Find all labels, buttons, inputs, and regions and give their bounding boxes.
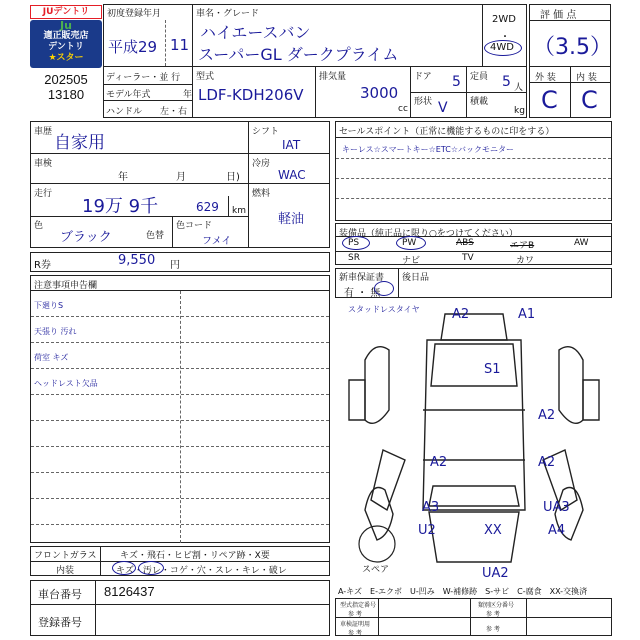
logo-line4: ★スター bbox=[48, 53, 84, 63]
equip-sr: SR bbox=[348, 253, 360, 263]
score-value: （3.5） bbox=[533, 35, 612, 60]
recycle-label: R券 bbox=[34, 260, 51, 271]
use-value: 自家用 bbox=[54, 133, 105, 153]
note-item-3: 荷室 キズ bbox=[34, 353, 69, 362]
exterior-label: 外 装 bbox=[535, 73, 556, 83]
reg-cert-ref: 参 考 bbox=[348, 630, 362, 637]
type-value: LDF-KDH206V bbox=[198, 86, 304, 104]
damage-mark-rear-quarter: U2 bbox=[418, 523, 436, 538]
damage-mark-rear-bumper: UA2 bbox=[482, 566, 509, 581]
ac-value: WAC bbox=[278, 168, 306, 182]
class-label: 類別区分番号 bbox=[478, 602, 515, 609]
mileage-label: 走行 bbox=[34, 189, 53, 199]
shape-value: V bbox=[438, 100, 448, 116]
damage-mark-roof: S1 bbox=[484, 362, 501, 377]
damage-mark-front-left: A2 bbox=[452, 307, 470, 322]
capacity-label: 定員 bbox=[470, 72, 489, 82]
warranty-none-circle bbox=[374, 281, 394, 296]
notes-label: 注意事項申告欄 bbox=[34, 281, 98, 291]
car-name-label: 車名・グレード bbox=[196, 9, 260, 19]
lot-number-sub: 13180 bbox=[47, 87, 85, 102]
equip-tv: TV bbox=[462, 253, 474, 263]
drive-2wd: 2WD bbox=[492, 14, 516, 25]
first-reg-month: 11 bbox=[170, 36, 190, 54]
mileage-small: 629 bbox=[196, 200, 219, 214]
reg-cert-label: 車検証明用 bbox=[340, 621, 371, 628]
door-value: 5 bbox=[452, 74, 461, 90]
damage-mark-rear-bumper-corner: A4 bbox=[548, 523, 566, 538]
cc-unit: cc bbox=[398, 104, 408, 114]
spare-label: スペア bbox=[362, 565, 390, 575]
logo-line1: Ju bbox=[60, 19, 72, 32]
recycle-unit: 円 bbox=[170, 260, 180, 271]
recycle-box bbox=[30, 252, 330, 272]
use-label: 車歴 bbox=[34, 127, 53, 137]
damage-mark-right-side-upper: A2 bbox=[538, 408, 556, 423]
sales-points-line1: キーレス☆スマートキー☆ETC☆バックモニター bbox=[342, 145, 515, 154]
damage-mark-rear-right: UA3 bbox=[543, 500, 570, 515]
model-spec-label: 型式指定番号 bbox=[340, 602, 377, 609]
car-name: ハイエースバン bbox=[200, 23, 311, 42]
damage-mark-left-side: A2 bbox=[430, 455, 448, 470]
equip-navi: ナビ bbox=[402, 256, 421, 266]
interior-score: C bbox=[581, 86, 598, 114]
model-spec-ref: 参 考 bbox=[348, 611, 362, 618]
tire-note: スタッドレスタイヤ bbox=[348, 305, 420, 314]
registration-label: 登録番号 bbox=[38, 616, 82, 629]
first-reg-era: 平成29 bbox=[108, 38, 158, 56]
type-label: 型式 bbox=[196, 72, 215, 82]
inspection-day: 日) bbox=[226, 172, 240, 183]
class-cert-ref: 参 考 bbox=[486, 626, 500, 633]
displacement-label: 排気量 bbox=[319, 72, 347, 82]
sales-points-label: セールスポイント（正常に機能するものに印をする） bbox=[339, 127, 555, 137]
logo bbox=[30, 5, 102, 69]
logo-line3: デントリ bbox=[48, 42, 84, 52]
recycle-value: 9,550 bbox=[118, 253, 156, 268]
score-label: 評 価 点 bbox=[540, 10, 577, 21]
displacement-value: 3000 bbox=[360, 84, 399, 102]
dealer-label: ディーラー・並 行 bbox=[106, 73, 181, 83]
front-glass-label: フロントガラス bbox=[34, 551, 97, 561]
shape-label: 形状 bbox=[414, 97, 433, 107]
damage-legend: A-キズ E-エクボ U-凹み W-補修跡 S-サビ C-腐食 XX-交換済 bbox=[338, 587, 588, 596]
drive-4wd: 4WD bbox=[490, 42, 514, 53]
logo-badge bbox=[30, 20, 102, 68]
class-ref: 参 考 bbox=[486, 611, 500, 618]
handle-value: 左・右 bbox=[160, 107, 188, 117]
model-year-unit: 年 bbox=[183, 90, 193, 100]
equip-pw: PW bbox=[402, 238, 417, 248]
front-glass-value: キズ・飛石・ヒビ割・リペア跡・X要 bbox=[120, 551, 270, 561]
equip-abs: ABS bbox=[456, 238, 474, 248]
logo-brand: JUデントリ bbox=[30, 5, 102, 19]
chassis-value: 8126437 bbox=[104, 584, 155, 599]
chassis-label: 車台番号 bbox=[38, 588, 82, 601]
delivery-label: 後日品 bbox=[402, 273, 430, 283]
interior-label: 内 装 bbox=[576, 73, 597, 83]
damage-mark-rear-left: A3 bbox=[422, 500, 440, 515]
note-item-4: ヘッドレスト欠品 bbox=[34, 379, 98, 388]
color-code-value: フメイ bbox=[202, 236, 232, 247]
warranty-label: 新車保証書 bbox=[339, 273, 385, 283]
inspection-label: 車検 bbox=[34, 159, 53, 169]
damage-mark-right-side-lower: A2 bbox=[538, 455, 556, 470]
interior-row-label: 内装 bbox=[56, 566, 75, 576]
mileage-unit: km bbox=[232, 206, 246, 216]
fuel-label: 燃料 bbox=[252, 189, 271, 199]
color-swap-label: 色替 bbox=[146, 231, 165, 241]
damage-mark-front-right: A1 bbox=[518, 307, 536, 322]
equip-ps: PS bbox=[348, 238, 360, 248]
color-value: ブラック bbox=[60, 230, 112, 245]
note-item-1: 下廻りS bbox=[34, 301, 64, 310]
equipment-label: 装備品（純正品に限り○をつけてください） bbox=[339, 229, 518, 239]
drive-dot: ・ bbox=[500, 32, 510, 43]
logo-line2: 適正販売店 bbox=[43, 31, 89, 41]
color-code-label: 色コード bbox=[176, 221, 213, 231]
mileage-value: 19万 9千 bbox=[82, 196, 159, 217]
door-label: ドア bbox=[414, 72, 432, 82]
note-item-2: 天張り 汚れ bbox=[34, 327, 77, 336]
capacity-value: 5 bbox=[502, 74, 511, 90]
capacity-unit: 人 bbox=[514, 83, 524, 93]
first-reg-label: 初度登録年月 bbox=[107, 9, 162, 19]
shift-value: IAT bbox=[282, 138, 301, 152]
exterior-score: C bbox=[541, 86, 558, 114]
damage-mark-back-door: XX bbox=[484, 523, 502, 538]
ac-label: 冷房 bbox=[252, 159, 271, 169]
equip-leather: カワ bbox=[516, 256, 535, 266]
equip-aw: AW bbox=[574, 238, 589, 248]
interior-row-value: キズ・汚レ・コゲ・穴・スレ・キレ・破レ bbox=[116, 566, 287, 576]
inspection-month: 月 bbox=[176, 172, 186, 183]
load-label: 積載 bbox=[470, 97, 489, 107]
fuel-value: 軽油 bbox=[278, 212, 305, 227]
lot-number-main: 202505 bbox=[44, 72, 88, 87]
handle-label: ハンドル bbox=[106, 107, 143, 117]
car-grade: スーパーGL ダークプライム bbox=[198, 45, 399, 64]
equip-airbag: エアB bbox=[510, 241, 535, 251]
car-diagram bbox=[335, 300, 612, 580]
inspection-year: 年 bbox=[118, 172, 128, 183]
warranty-value: 有 ・ 無 bbox=[344, 288, 381, 299]
interior-dirt-circle bbox=[138, 561, 164, 575]
color-label: 色 bbox=[34, 221, 44, 231]
kg-unit: kg bbox=[514, 106, 525, 116]
lot-number bbox=[30, 72, 102, 102]
shift-label: シフト bbox=[252, 127, 280, 137]
interior-scratch-circle bbox=[112, 561, 136, 575]
model-year-label: モデル年式 bbox=[106, 90, 151, 100]
